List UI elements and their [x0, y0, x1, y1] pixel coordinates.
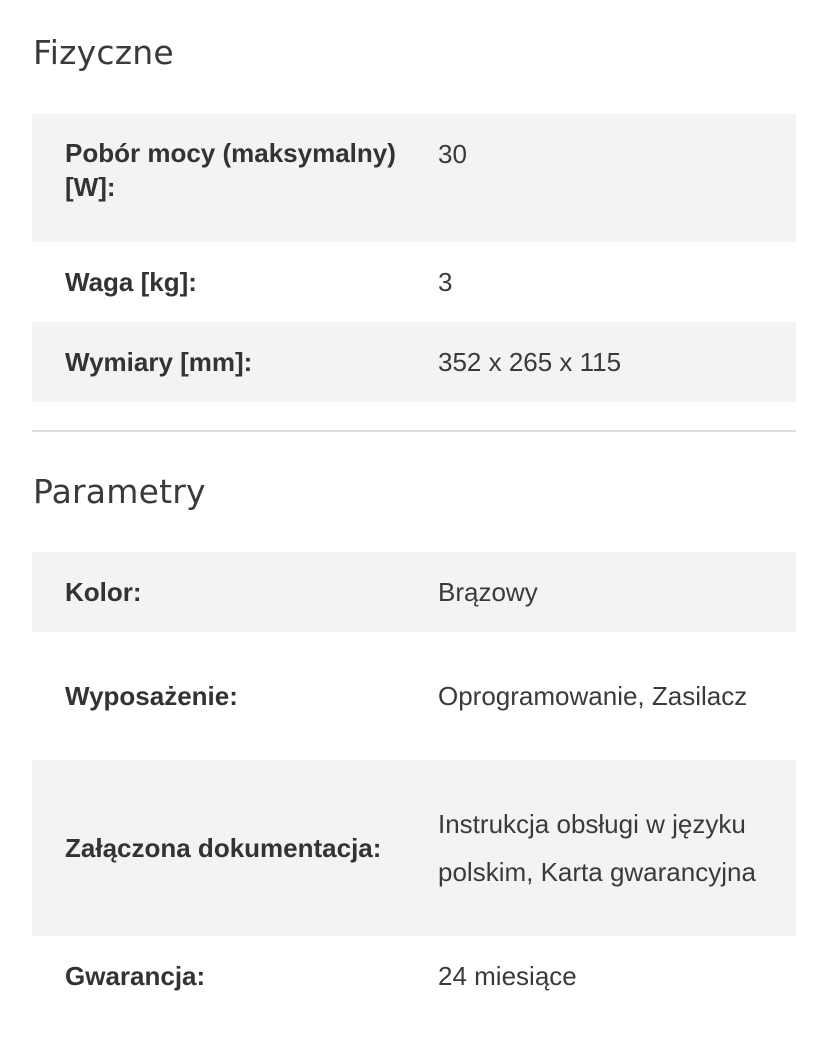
spec-value: 3: [438, 267, 453, 297]
section-divider: [32, 430, 796, 432]
spec-value: Oprogramowanie, Zasilacz: [438, 681, 748, 711]
section-title-fizyczne: Fizyczne: [33, 33, 174, 72]
spec-row-warranty: [32, 936, 796, 1016]
spec-label: Załączona dokumentacja:: [65, 833, 382, 863]
spec-table-parametry: [32, 552, 796, 1016]
spec-value: Brązowy: [438, 577, 538, 607]
spec-label: Kolor:: [65, 577, 142, 607]
spec-value: 24 miesiące: [438, 961, 577, 991]
spec-label: Wymiary [mm]:: [65, 347, 253, 377]
spec-value: 352 x 265 x 115: [438, 347, 622, 377]
spec-row-equipment: [32, 632, 796, 760]
spec-label: Waga [kg]:: [65, 267, 197, 297]
spec-value: 30: [438, 139, 467, 169]
spec-label: Gwarancja:: [65, 961, 206, 991]
spec-table-fizyczne: [32, 114, 796, 402]
spec-label: Pobór mocy (maksymalny) [W]:: [65, 138, 396, 202]
spec-label: Wyposażenie:: [65, 681, 238, 711]
spec-value: Instrukcja obsługi w języku polskim, Karta gwarancyjna: [438, 809, 756, 887]
spec-row-weight: [32, 242, 796, 322]
spec-row-power: [32, 114, 796, 242]
section-title-parametry: Parametry: [33, 472, 206, 511]
spec-row-dimensions: [32, 322, 796, 402]
spec-row-documentation: [32, 760, 796, 936]
spec-row-color: [32, 552, 796, 632]
